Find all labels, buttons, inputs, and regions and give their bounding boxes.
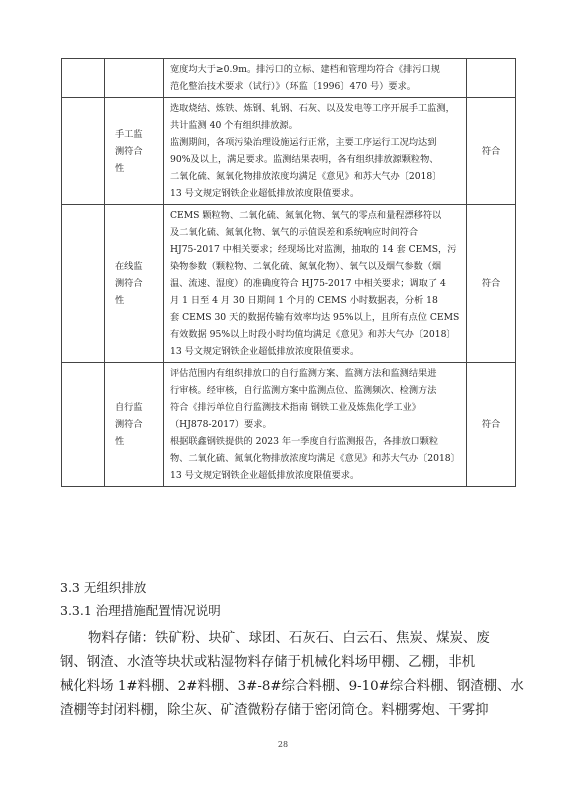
check-content-line: 有效数据 95%以上时段小时均值均满足《意见》和苏大气办〔2018〕 — [170, 329, 456, 340]
body-paragraph — [60, 627, 524, 723]
table-row — [62, 98, 516, 205]
check-content-line: 13 号文规定钢铁企业超低排放浓度限值要求。 — [170, 346, 360, 357]
check-content-line: 月 1 日至 4 月 30 日期间 1 个月的 CEMS 小时数据表，分析 18 — [170, 295, 438, 306]
body-line: 钢、钢渣、水渣等块状或粘湿物料存储于机械化料场甲棚、乙棚，非机 — [60, 655, 476, 670]
body-line: 渣棚等封闭料棚，除尘灰、矿渣微粉存储于密闭筒仓。料棚雾炮、干雾抑 — [60, 703, 489, 718]
check-content-line: 13 号文规定钢铁企业超低排放浓度限值要求。 — [170, 188, 360, 199]
check-content-line: 范化整治技术要求（试行）》（环监〔1996〕470 号）要求。 — [170, 81, 416, 92]
result-cell — [467, 59, 516, 98]
check-content-line: CEMS 颗粒物、二氧化硫、氮氧化物、氧气的零点和量程漂移符以 — [170, 210, 442, 221]
check-content-cell — [164, 205, 467, 363]
check-content-line: 符合《排污单位自行监测技术指南 钢铁工业及炼焦化学工业》 — [170, 402, 421, 413]
check-content-line: 90%及以上，满足要求。监测结果表明，各有组织排放源颗粒物、 — [170, 154, 439, 165]
check-content-line: 行审核。经审核，自行监测方案中监测点位、监测频次、检测方法 — [170, 385, 437, 396]
check-content-line: 二氧化硫、氮氧化物排放浓度均满足《意见》和苏大气办〔2018〕 — [170, 171, 442, 182]
check-content-line: 宽度均大于≥0.9m。排污口的立标、建档和管理均符合《排污口规 — [170, 64, 440, 75]
check-item-label: 性 — [115, 295, 125, 306]
result-cell: 符合 — [467, 205, 516, 363]
check-content-line: 物、二氧化硫、氮氧化物排放浓度均满足《意见》和苏大气办〔2018〕 — [170, 453, 460, 464]
check-content-line: 共计监测 40 个有组织排放源。 — [170, 120, 298, 131]
check-item-label: 在线监 — [115, 261, 143, 272]
check-item-cell — [105, 59, 164, 98]
compliance-table — [61, 58, 516, 487]
index-cell — [62, 205, 105, 363]
check-item-cell — [105, 363, 164, 487]
check-content-line: 染物参数（颗粒物、二氧化硫、氮氧化物）、氧气以及烟气参数（烟 — [170, 261, 442, 272]
check-item-label: 性 — [115, 162, 125, 174]
check-content-line: 13 号文规定钢铁企业超低排放浓度限值要求。 — [170, 470, 360, 481]
check-content-cell — [164, 59, 467, 98]
check-item-cell — [105, 205, 164, 363]
table-row — [62, 363, 516, 487]
check-content-line: 根据联鑫钢铁提供的 2023 年一季度自行监测报告，各排放口颗粒 — [170, 436, 439, 447]
check-content-cell — [164, 98, 467, 205]
check-item-label: 测符合 — [115, 145, 143, 157]
check-item-label: 自行监 — [115, 402, 143, 413]
check-content-line: 监测期间，各项污染治理设施运行正常，主要工序运行工况均达到 — [170, 137, 437, 148]
body-line: 械化料场 1#料棚、2#料棚、3#-8#综合料棚、9-10#综合料棚、钢渣棚、水 — [60, 679, 524, 694]
page-number: 28 — [277, 740, 289, 749]
check-content-line: 温、流速、湿度）的准确度符合 HJ75-2017 中相关要求；调取了 4 — [170, 278, 446, 289]
subsection-heading: 3.3.1 治理措施配置情况说明 — [60, 603, 221, 618]
check-content-line: 选取烧结、炼铁、炼钢、轧钢、石灰、以及发电等工序开展手工监测， — [170, 103, 455, 114]
check-item-label: 性 — [115, 436, 125, 447]
check-item-label: 手工监 — [115, 128, 143, 140]
body-line: 物料存储：铁矿粉、块矿、球团、石灰石、白云石、焦炭、煤炭、废 — [88, 631, 490, 646]
index-cell — [62, 98, 105, 205]
index-cell — [62, 59, 105, 98]
check-content-line: HJ75-2017 中相关要求；经现场比对监测，抽取的 14 套 CEMS，污 — [170, 244, 457, 255]
check-content-line: （HJ878-2017）要求。 — [170, 419, 272, 430]
index-cell — [62, 363, 105, 487]
result-cell: 符合 — [467, 363, 516, 487]
check-item-label: 测符合 — [115, 419, 143, 430]
check-content-line: 评估范围内有组织排放口的自行监测方案、监测方法和监测结果进 — [170, 368, 437, 379]
check-content-line: 套 CEMS 30 天的数据传输有效率均达 95%以上，且所有点位 CEMS — [170, 312, 460, 323]
check-item-cell — [105, 98, 164, 205]
section-heading: 3.3 无组织排放 — [60, 580, 147, 595]
check-content-line: 及二氧化硫、氮氧化物、氧气的示值误差和系统响应时间符合 — [170, 227, 419, 238]
check-item-label: 测符合 — [115, 278, 143, 289]
table-row — [62, 59, 516, 98]
table-row — [62, 205, 516, 363]
check-content-cell — [164, 363, 467, 487]
result-cell: 符合 — [467, 98, 516, 205]
